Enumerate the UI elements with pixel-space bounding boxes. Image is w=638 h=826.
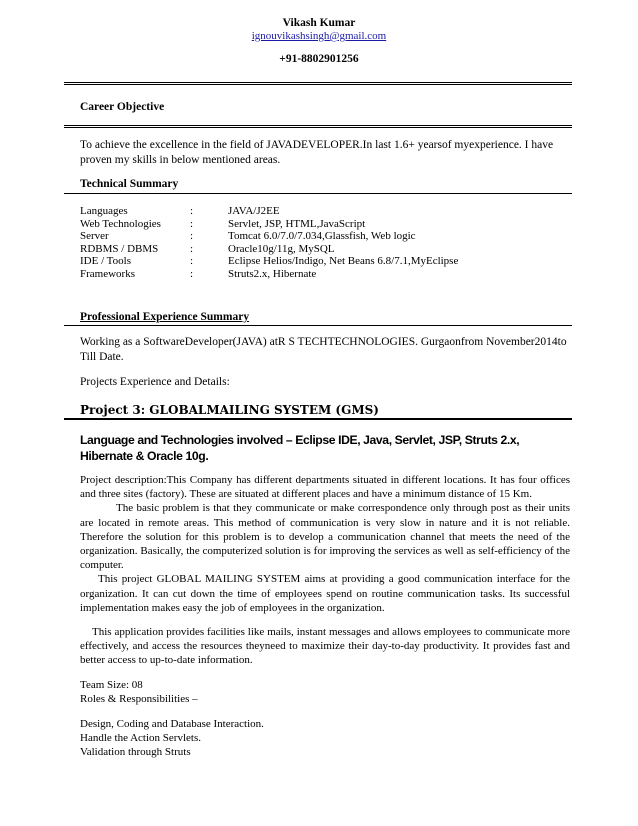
project-description-p3: This project GLOBAL MAILING SYSTEM aims at providing a good communication interface for the organization. It can cut down the time of employees spend on routine communication tasks. Its successful implementation makes easy the job of employees in the organization. (80, 573, 570, 614)
experience-paragraph: Working as a SoftwareDeveloper(JAVA) atR S TECHTECHNOLOGIES. Gurgaonfrom November2014to Till Date. (80, 336, 567, 363)
list-item: Validation through Struts (80, 746, 191, 759)
phone-number: +91-8802901256 (279, 53, 359, 65)
table-row (80, 230, 458, 243)
skill-label: RDBMS / DBMS (80, 242, 159, 255)
skill-separator: : (190, 230, 194, 243)
skill-label: Frameworks (80, 267, 135, 280)
technical-summary-table-wrap (80, 205, 570, 281)
career-objective-text (80, 138, 570, 168)
table-row (80, 255, 458, 268)
skill-value: Oracle10g/11g, MySQL (228, 242, 335, 255)
skill-value: Tomcat 6.0/7.0/7.034,Glassfish, Web logic (228, 230, 416, 243)
project-description-p4: This application provides facilities like mails, instant messages and allows employees to communicate more effectively, and access the resources theyneed to maximize their day-to-day productivity. It provides fast and better access to up-to-date information. (80, 626, 570, 667)
responsibilities-list (80, 717, 570, 760)
skill-label: IDE / Tools (80, 255, 131, 268)
project-title: Project 3: GLOBALMAILING SYSTEM (GMS) (80, 403, 379, 417)
divider (64, 325, 572, 326)
table-row (80, 205, 458, 218)
project-description-p2: The basic problem is that they communicate or make correspondence only through post as their units are located in remote areas. This method of communication is very slow in nature and it is not reliable. Therefore the solution for this problem is to develop a communication channel that meets the need of the organization. Basically, the computerized solution is for improving the services as well as self-efficiency of the computer. (80, 502, 570, 572)
skill-separator: : (190, 255, 194, 268)
skill-value: Struts2.x, Hibernate (228, 267, 317, 280)
divider (64, 418, 572, 420)
divider (64, 82, 572, 85)
skill-label: Languages (80, 205, 128, 217)
skill-value: JAVA/J2EE (228, 205, 280, 217)
experience-summary-heading: Professional Experience Summary (80, 311, 250, 323)
project-description-p1: Project description:This Company has different departments situated in different locations. It has four offices and three sites (factory). These are situated at different places and have a minimum distance of 15 Km. (80, 474, 570, 501)
skill-value: Eclipse Helios/Indigo, Net Beans 6.8/7.1,MyEclipse (228, 255, 459, 268)
career-objective-heading: Career Objective (80, 101, 165, 113)
email-link[interactable]: ignouvikashsingh@gmail.com (251, 30, 387, 42)
skill-value: Servlet, JSP, HTML,JavaScript (228, 217, 366, 230)
skill-separator: : (190, 267, 194, 280)
project-technologies: Language and Technologies involved – Eclipse IDE, Java, Servlet, JSP, Struts 2.x, Hibernate & Oracle 10g. (80, 433, 520, 463)
divider (64, 193, 572, 194)
team-info (80, 678, 570, 706)
skill-separator: : (190, 205, 194, 217)
skill-separator: : (190, 242, 194, 255)
team-size: Team Size: 08 (80, 679, 143, 691)
project-description (80, 473, 570, 615)
technical-summary-heading: Technical Summary (80, 178, 179, 190)
roles-label: Roles & Responsibilities – (80, 693, 198, 706)
list-item: Design, Coding and Database Interaction. (80, 718, 264, 730)
resume-header (0, 16, 638, 66)
divider (64, 125, 572, 128)
table-row (80, 268, 458, 281)
projects-label: Projects Experience and Details: (80, 376, 230, 388)
table-row (80, 218, 458, 231)
skill-label: Server (80, 230, 109, 243)
candidate-name: Vikash Kumar (282, 17, 356, 29)
career-objective-paragraph: To achieve the excellence in the field of JAVADEVELOPER.In last 1.6+ yearsof myexperience. I have proven my skills in below mentioned areas. (80, 139, 554, 166)
technical-summary-table (80, 205, 458, 281)
experience-summary-text (80, 335, 570, 365)
project-application (80, 625, 570, 668)
skill-separator: : (190, 217, 194, 230)
table-row (80, 243, 458, 256)
list-item: Handle the Action Servlets. (80, 732, 201, 745)
skill-label: Web Technologies (80, 217, 161, 230)
